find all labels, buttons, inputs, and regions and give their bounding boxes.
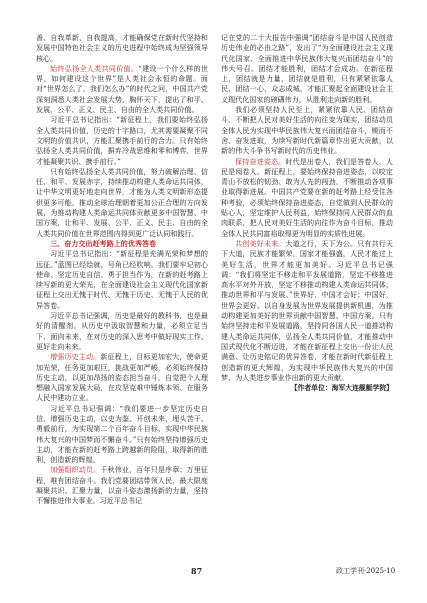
paragraph <box>36 465 208 506</box>
left-column <box>36 33 208 507</box>
paragraph: 只有始终弘扬全人类共同价值，努力破解治理、信任、和平、发展赤字，持续推动构建人类命运共同体，让中华文明更好地走向世界，才能为人类文明新形态提供更多可能，推动全球治理朝着更加公正合理的方向发展，为推动构建人类命运共同体贡献更多中国智慧、中国方案，让和平、发展、公平、正义、民主、自由的全人类共同价值在世界范围内得到更广泛认同和践行。 <box>36 166 208 238</box>
paragraph: 记在党的二十大报告中强调“团结奋斗是中国人民创造历史伟业的必由之路”，发出了“为全面建设社会主义现代化国家、全面推进中华民族伟大复兴而团结奋斗”的伟大号召。团结才能胜利，团结才会成功。在新征程上，团结就是力量，团结就是胜利，只有紧紧依靠人民、团结一心、众志成城，才能汇聚起全面建设社会主义现代化国家的磅礴伟力，从胜利走向新的胜利。 <box>221 33 393 104</box>
paragraph-text: 大道之行，天下为公。只有共行天下大道，民族才能繁荣，国家才能强盛，人民才能过上美好生活，世界才能更加美好。习近平总书记强调：“我们将坚定不移走和平发展道路，坚定不移推进高水平对外开放，坚定不移推动构建人类命运共同体，推动世界和平与发展。”世界好，中国才会好；中国好，世界会更好。以自身发展为世界发展提供新机遇，为推动构建更加美好的世界贡献中国智慧、中国方案。只有始终坚持走和平发展道路，坚持同各国人民一道推动构建人类命运共同体，弘扬全人类共同价值，才能推动中国式现代化不断迈进，才能在新征程上交出一份让人民满意、让历史铭记的优异答卷，才能在新时代新征程上创造新的更大辉煌，为实现中华民族伟大复兴的中国梦、为人类进步事业作出新的更大贡献。 <box>221 238 393 382</box>
paragraph <box>221 239 393 383</box>
paragraph <box>36 352 208 403</box>
page-number: 87 <box>191 566 203 576</box>
paragraph-text: 习近平总书记 <box>99 496 143 506</box>
paragraph-keyword: 增强历史主动。 <box>50 352 101 362</box>
paragraph-text: 新征程上，目标更加宏大，使命更加光荣，任务更加艰巨，挑战更加严峻，必须始终保持历史主动，以更加昂扬的姿态担当奋斗，自觉把个人理想融入国家发展大局，在攻坚克难中锤炼本领、在服务人民中建功立业。 <box>36 352 208 403</box>
paragraph-text: 时代是出卷人，我们是答卷人，人民是阅卷人。新征程上，要始终保持奋进姿态，以咬定青山不放松的韧劲、敢为人先的闯劲，不断推动各项事业取得新进展。中国共产党要在新的赶考路上经受住各种考验，必须始终保持奋进姿态，自觉做到人民群众的贴心人，坚定维护人民利益，始终保持同人民群众的血肉联系，把人民对美好生活的向往作为奋斗目标，推动全体人民共同富裕取得更为明显的实质性进展。 <box>221 156 393 238</box>
paragraph-text: 千秋伟业，百年只是序章；万里征程，唯有团结奋斗。我们党要团结带领人民，最大限度凝聚共识、汇聚力量，以奋斗姿态激扬新的力量，坚持不懈推进伟大事业。 <box>36 465 208 506</box>
paragraph-keyword: 共创美好未来。 <box>235 238 286 248</box>
paragraph: 我们必须坚持人民至上，紧紧依靠人民、团结奋斗、不断把人民对美好生活的向往变为现实，团结动员全体人民为实现中华民族伟大复兴而团结奋斗，锲而不舍、奋发进取，为续写新时代新篇章作出更大贡献，以新的伟大斗争书写新时代的历史伟业。 <box>221 105 393 156</box>
paragraph-keyword: 加强组织动员。 <box>50 465 101 475</box>
right-column <box>221 33 393 393</box>
paragraph-text: “建设一个什么样的世界，如何建设这个世界”是人类社会永恒的命题。面对“世界怎么了、我们怎么办”的时代之问，中国共产党深刻洞悉人类社会发展大势，胸怀天下，提出了和平、发展、公平、正义、民主、自由的全人类共同价值。 <box>36 63 208 115</box>
paragraph-keyword: 保持奋进姿态。 <box>235 156 286 166</box>
paragraph: 习近平总书记强调，历史是最好的教科书，也是最好的清醒剂。从历史中汲取智慧和力量，必须立足当下、面向未来，在对历史的深入思考中做好现实工作、更好走向未来。 <box>36 311 208 351</box>
author-affiliation: 【作者单位：海军大连舰艇学院】 <box>290 384 393 393</box>
journal-footer: 政工学刊·2025·10 <box>336 567 396 575</box>
paragraph <box>221 157 393 239</box>
paragraph-keyword: 始终弘扬全人类共同价值。 <box>50 63 139 73</box>
paragraph: 习近平总书记强调：“我们要进一步坚定历史自信、增强历史主动，以史为鉴、开创未来，埋头苦干、勇毅前行，为实现第二个百年奋斗目标、实现中华民族伟大复兴的中国梦而不懈奋斗。”只有始终坚持增强历史主动，才能在新的赶考路上跨越新的险阻，取得新的胜利，创造新的辉煌。 <box>36 403 208 465</box>
paragraph: 习近平总书记指出：“新征程上，我们要始终弘扬全人类共同价值，历史的十字路口，尤其需要凝聚不同文明的价值共识，方能汇聚携手前行的合力。只有始终弘扬全人类共同价值，摒弃冷战思维和零和博弈，世界才能凝聚共识、携手前行。” <box>36 115 208 166</box>
paragraph <box>36 64 208 115</box>
section-heading: 三、奋力交出赶考路上的优秀答卷 <box>50 238 157 248</box>
paragraph: 善、自我革新、自我提高，才能确保党在新时代坚持和发展中国特色社会主义的历史进程中始终成为坚强领导核心。 <box>36 33 208 63</box>
paragraph: 习近平总书记指出：“新征程是充满光荣和梦想的远征。”蓝图已经绘就，号角已经吹响。我们要牢记初心使命、坚定历史自信、勇于担当作为，在新的赶考路上续写新的更大荣光，在全面建设社会主义现代化国家新征程上交出无愧于时代、无愧于历史、无愧于人民的优异答卷。 <box>36 249 208 310</box>
